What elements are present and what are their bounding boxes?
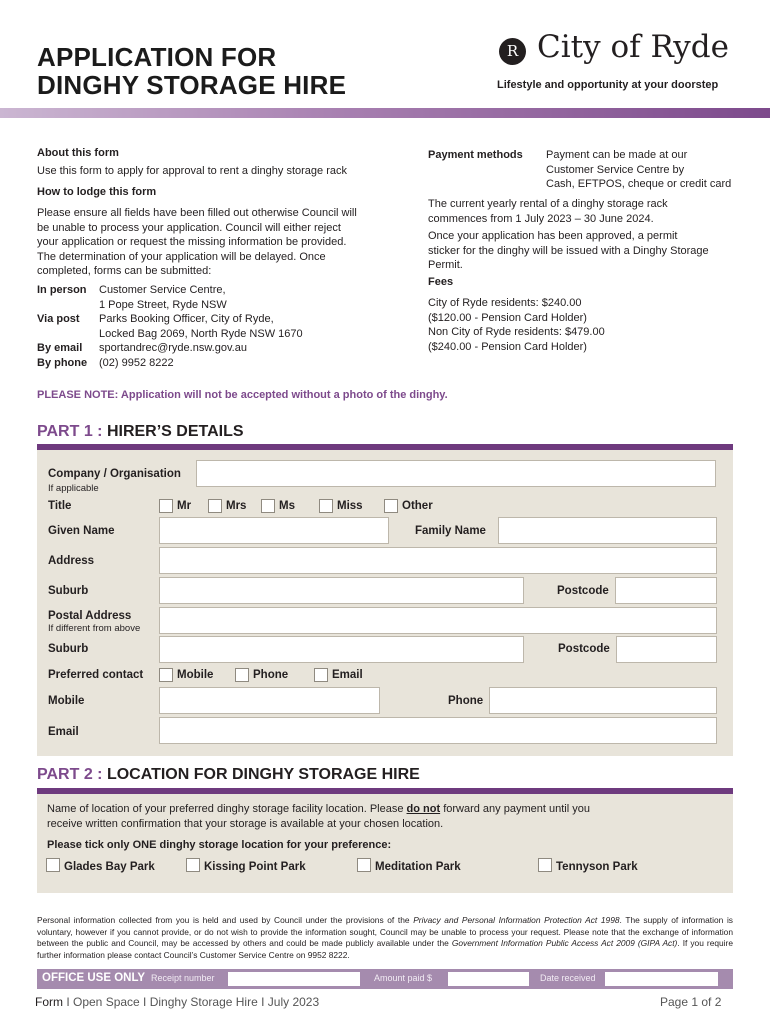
- company-input[interactable]: [196, 460, 716, 487]
- payment-methods-text: Payment can be made at our Customer Service Centre by Cash, EFTPOS, cheque or credit card: [546, 149, 732, 190]
- title-miss-label: Miss: [337, 500, 363, 512]
- postal-address-sub: If different from above: [48, 623, 141, 634]
- email-label: Email: [48, 726, 79, 738]
- receipt-number-label: Receipt number: [151, 973, 215, 983]
- about-text: Use this form to apply for approval to rent a dinghy storage rack: [37, 165, 347, 177]
- title-ms-label: Ms: [279, 500, 295, 512]
- family-name-input[interactable]: [498, 517, 717, 544]
- postal-suburb-input[interactable]: [159, 636, 524, 663]
- header-band: [0, 108, 770, 118]
- postcode-label: Postcode: [557, 585, 609, 597]
- postal-address-input[interactable]: [159, 607, 717, 634]
- photo-note: PLEASE NOTE: Application will not be accepted without a photo of the dinghy.: [37, 389, 448, 401]
- amount-paid-input[interactable]: [448, 972, 529, 986]
- contact-mobile-label: Mobile: [177, 669, 214, 681]
- office-use-label: OFFICE USE ONLY: [42, 972, 146, 984]
- suburb-input[interactable]: [159, 577, 524, 604]
- in-person-value: Customer Service Centre, 1 Pope Street, Ryde NSW: [99, 284, 227, 311]
- receipt-number-input[interactable]: [228, 972, 360, 986]
- payment-methods-label: Payment methods: [428, 149, 523, 161]
- in-person-label: In person: [37, 284, 87, 296]
- address-label: Address: [48, 555, 95, 567]
- title-mr-checkbox[interactable]: [159, 499, 173, 513]
- phone-value: (02) 9952 8222: [99, 357, 174, 369]
- location-kissing-point-label: Kissing Point Park: [204, 861, 306, 873]
- title-ms-checkbox[interactable]: [261, 499, 275, 513]
- about-heading: About this form: [37, 147, 119, 159]
- location-kissing-point-checkbox[interactable]: [186, 858, 200, 872]
- contact-mobile-checkbox[interactable]: [159, 668, 173, 682]
- footer-form-info: Form I Open Space I Dinghy Storage Hire I July 2023: [35, 995, 320, 1009]
- suburb-label: Suburb: [48, 585, 89, 597]
- contact-phone-label: Phone: [253, 669, 289, 681]
- location-meditation-checkbox[interactable]: [357, 858, 371, 872]
- family-name-label: Family Name: [415, 525, 486, 537]
- amount-paid-label: Amount paid $: [374, 973, 433, 983]
- title-mrs-checkbox[interactable]: [208, 499, 222, 513]
- address-input[interactable]: [159, 547, 717, 574]
- by-email-label: By email: [37, 342, 83, 354]
- preferred-contact-label: Preferred contact: [48, 669, 144, 681]
- contact-email-checkbox[interactable]: [314, 668, 328, 682]
- title-miss-checkbox[interactable]: [319, 499, 333, 513]
- company-sub: If applicable: [48, 483, 99, 494]
- given-name-label: Given Name: [48, 525, 115, 537]
- location-glades-bay-checkbox[interactable]: [46, 858, 60, 872]
- phone-label: Phone: [448, 695, 484, 707]
- logo-name: City of Ryde: [537, 29, 729, 65]
- email-link[interactable]: sportandrec@ryde.nsw.gov.au: [99, 342, 247, 354]
- lodge-heading: How to lodge this form: [37, 186, 157, 198]
- postal-postcode-input[interactable]: [616, 636, 717, 663]
- via-post-value: Parks Booking Officer, City of Ryde, Locked Bag 2069, North Ryde NSW 1670: [99, 313, 303, 340]
- title-line-1: APPLICATION FOR: [37, 42, 277, 72]
- title-mr-label: Mr: [177, 500, 192, 512]
- fees-heading: Fees: [428, 276, 454, 288]
- mobile-label: Mobile: [48, 695, 85, 707]
- title-label: Title: [48, 500, 72, 512]
- location-tennyson-label: Tennyson Park: [556, 861, 638, 873]
- phone-input[interactable]: [489, 687, 717, 714]
- permit-text: Once your application has been approved, a permit sticker for the dinghy will be issued with a Dinghy Storage Permit.: [428, 230, 709, 271]
- date-received-label: Date received: [540, 973, 596, 983]
- title-mrs-label: Mrs: [226, 500, 247, 512]
- title-other-label: Other: [402, 500, 433, 512]
- contact-phone-checkbox[interactable]: [235, 668, 249, 682]
- office-use-bar: [37, 969, 733, 989]
- mobile-input[interactable]: [159, 687, 380, 714]
- email-input[interactable]: [159, 717, 717, 744]
- contact-email-label: Email: [332, 669, 363, 681]
- title-other-checkbox[interactable]: [384, 499, 398, 513]
- part-1-heading: PART 1 : HIRER’S DETAILS: [37, 423, 244, 440]
- logo-mark-icon: R: [499, 38, 526, 65]
- postal-address-label: Postal Address: [48, 610, 132, 622]
- rental-period-text: The current yearly rental of a dinghy storage rack commences from 1 July 2023 – 30 June 2024.: [428, 198, 668, 225]
- logo-tagline: Lifestyle and opportunity at your doorstep: [497, 79, 719, 91]
- date-received-input[interactable]: [605, 972, 718, 986]
- title-line-2: DINGHY STORAGE HIRE: [37, 70, 347, 100]
- page-number: Page 1 of 2: [660, 995, 722, 1009]
- location-glades-bay-label: Glades Bay Park: [64, 861, 155, 873]
- lodge-text: Please ensure all fields have been filled out otherwise Council will be unable to process your application. Council will either reject your application or request the missing information be provided. The determination of your application will be delayed. Once completed, forms can be submitted:: [37, 207, 357, 277]
- location-meditation-label: Meditation Park: [375, 861, 461, 873]
- part-2-heading: PART 2 : LOCATION FOR DINGHY STORAGE HIRE: [37, 766, 420, 783]
- fees-list: City of Ryde residents: $240.00 ($120.00 - Pension Card Holder) Non City of Ryde residents: $479.00 ($240.00 - Pension Card Holder): [428, 297, 605, 353]
- tick-instruction: Please tick only ONE dinghy storage location for your preference:: [47, 839, 392, 851]
- location-tennyson-checkbox[interactable]: [538, 858, 552, 872]
- city-of-ryde-logo: [497, 29, 737, 93]
- suburb2-label: Suburb: [48, 643, 89, 655]
- page-title: [37, 43, 346, 99]
- part-2-intro: Name of location of your preferred dinghy storage facility location. Please do not forward any payment until you receive written confirmation that your storage is available at your chosen location.: [47, 803, 590, 830]
- given-name-input[interactable]: [159, 517, 389, 544]
- do-not-emphasis: do not: [406, 803, 441, 815]
- company-label: Company / Organisation: [48, 468, 181, 480]
- via-post-label: Via post: [37, 313, 80, 325]
- postcode-input[interactable]: [615, 577, 717, 604]
- postcode2-label: Postcode: [558, 643, 610, 655]
- by-phone-label: By phone: [37, 357, 88, 369]
- privacy-statement: Personal information collected from you is held and used by Council under the provisions of the Privacy and Personal Information Protection Act 1998. The supply of information is voluntary, however if you cannot provide, or do not wish to provide the information sought, Council may be unable to process your request. Please note that the exchange of information between the public and Council, may be accessed by others and could be made publicly available under the Government Information Public Access Act 2009 (GIPA Act). If you require further information please contact Council’s Customer Service Centre on 9952 8222.: [37, 915, 733, 960]
